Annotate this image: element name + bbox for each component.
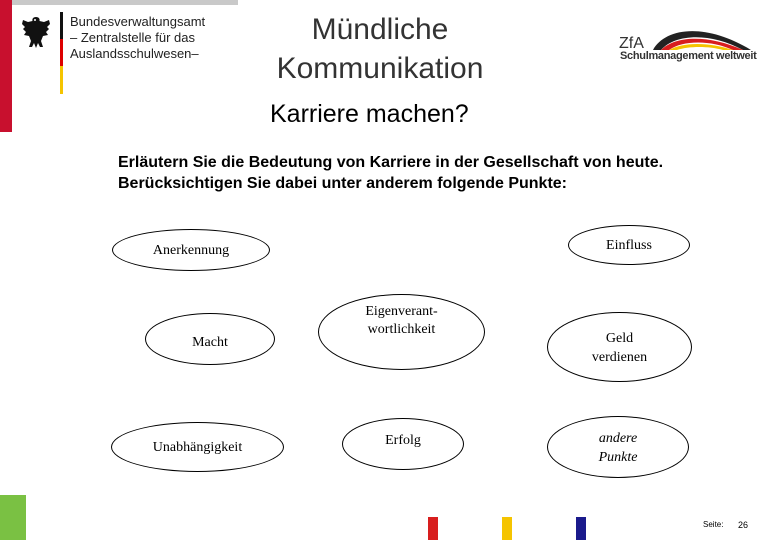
point-eigenverantwortlichkeit [318,294,485,370]
slide-title [230,10,530,88]
point-label: Macht [192,335,228,350]
point-label: Einfluss [606,238,652,253]
flag-stripe [60,12,63,94]
page-label: Seite: [703,520,724,529]
marker-red [428,517,438,540]
point-label: Anerkennung [152,243,230,258]
page-number: 26 [738,520,749,530]
point-erfolg [342,418,464,470]
zfa-tagline: Schulmanagement weltweit [620,50,757,62]
left-accent-bar [0,0,12,132]
slide-subtitle: Karriere machen? [270,100,469,128]
point-label: Erfolg [385,433,421,448]
point-label-line: Geld [605,331,634,346]
org-line: Auslandsschulwesen– [70,46,199,61]
point-label-line: wortlichkeit [367,322,436,337]
org-name [70,14,205,62]
marker-yellow [502,517,512,540]
prompt-line: Erläutern Sie die Bedeutung von Karriere in der Gesellschaft von heute. [118,154,664,171]
point-anerkennung [112,229,270,271]
title-line: Mündliche [311,13,449,46]
point-andere-punkte [547,416,689,478]
federal-eagle-icon [20,14,52,54]
point-einfluss [568,225,690,265]
org-line: – Zentralstelle für das [70,30,196,45]
point-label-line: Eigenverant- [365,304,438,319]
title-line: Kommunikation [276,52,484,85]
point-geld-verdienen [547,312,692,382]
task-prompt [118,152,663,194]
point-label: Unabhängigkeit [152,440,243,455]
header-rule [12,0,238,5]
point-label-line: andere [598,431,638,446]
point-unabhaengigkeit [111,422,284,472]
org-line: Bundesverwaltungsamt [70,14,206,29]
point-label-line: verdienen [591,350,648,365]
point-macht [145,313,275,365]
zfa-logo-text: ZfA [619,35,644,52]
marker-blue [576,517,586,540]
point-label-line: Punkte [598,450,638,465]
prompt-line: Berücksichtigen Sie dabei unter anderem folgende Punkte: [118,175,567,192]
bottom-accent-bar [0,495,26,540]
